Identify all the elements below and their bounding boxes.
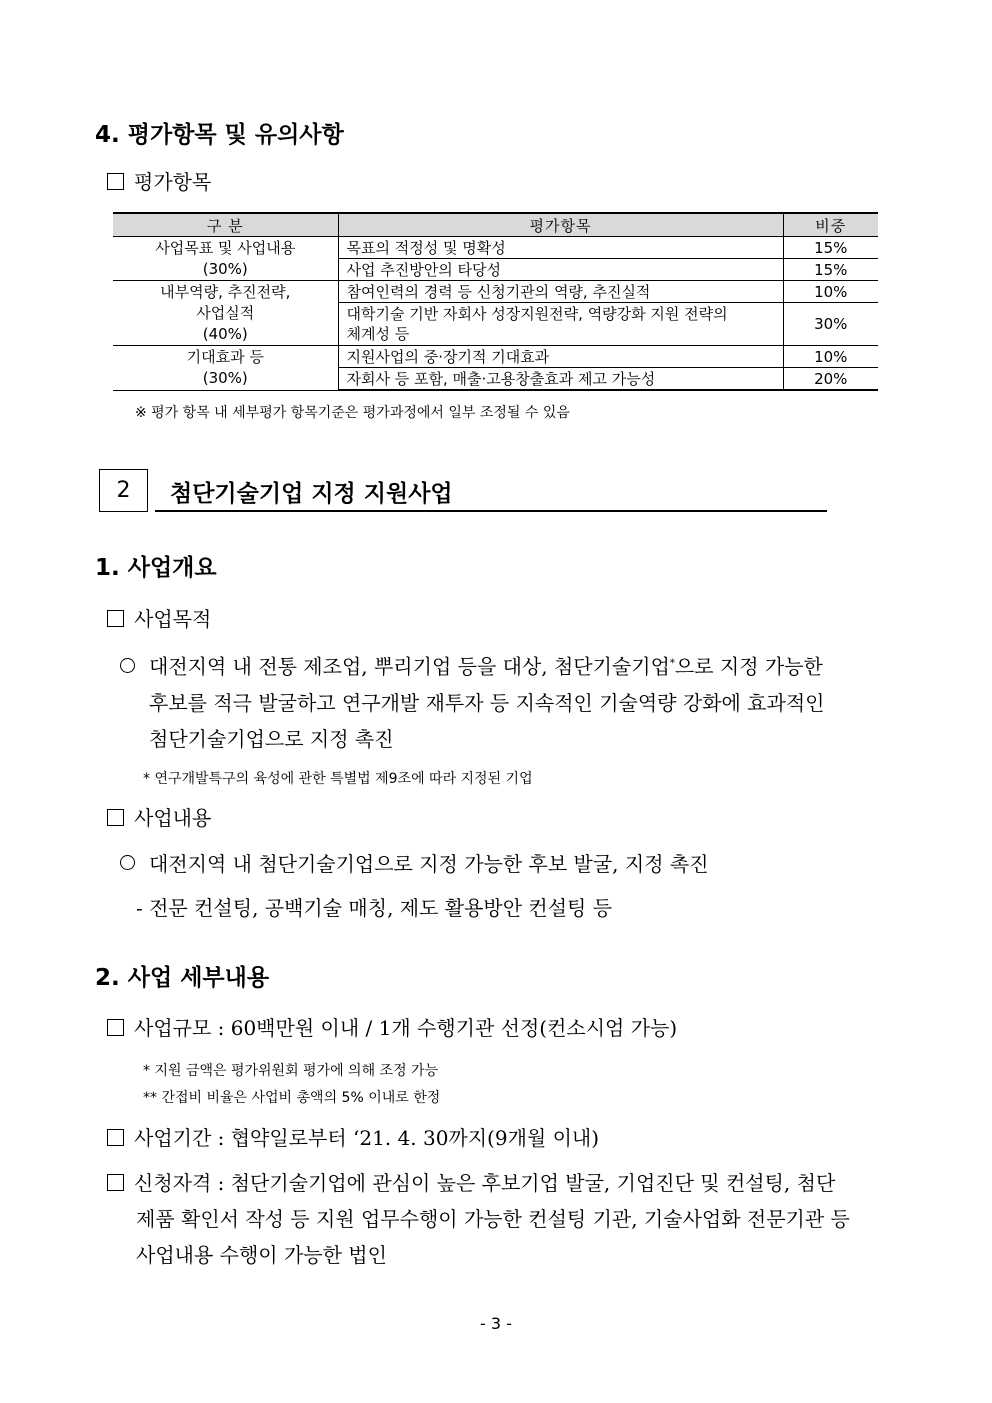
evaluation-table — [113, 212, 878, 391]
content-subitem: - 전문 컨설팅, 공백기술 매칭, 제도 활용방안 컨설팅 등 — [136, 896, 613, 920]
scale-note: ** 간접비 비율은 사업비 총액의 5% 이내로 한정 — [143, 1090, 441, 1106]
table-header-row — [113, 213, 878, 237]
paragraph-line: 으로 지정 가능한 — [674, 654, 823, 679]
item-cell: 참여인력의 경력 등 신청기관의 역량, 추진실적 — [338, 281, 783, 303]
circle-bullet-icon — [120, 855, 135, 870]
category-text: 사업목표 및 사업내용 — [155, 238, 296, 257]
paragraph-line: 신청자격 : 첨단기술기업에 관심이 높은 후보기업 발굴, 기업진단 및 컨설팅, 첨단 — [134, 1171, 836, 1195]
category-text: 기대효과 등 — [186, 347, 264, 366]
content-item — [120, 846, 709, 882]
category-percent: (30%) — [202, 259, 248, 278]
square-bullet-icon — [107, 1174, 124, 1191]
item-cell: 목표의 적정성 및 명확성 — [338, 237, 783, 259]
label-text: 사업기간 : 협약일로부터 ‘21. 4. 30까지(9개월 이내) — [134, 1126, 600, 1150]
eligibility-paragraph — [107, 1165, 850, 1273]
square-bullet-icon — [107, 610, 124, 627]
weight-cell: 30% — [783, 303, 878, 346]
circle-bullet-icon — [120, 658, 135, 673]
checkbox-label-scale — [107, 1010, 677, 1046]
category-text: 내부역량, 추진전략, — [160, 282, 291, 301]
purpose-paragraph — [120, 646, 824, 757]
checkbox-label-purpose — [107, 601, 211, 637]
square-bullet-icon — [107, 1129, 124, 1146]
label-text: 평가항목 — [134, 170, 212, 194]
item-cell: 지원사업의 중·장기적 기대효과 — [338, 346, 783, 368]
category-cell — [113, 346, 338, 391]
header-item: 평가항목 — [338, 213, 783, 237]
weight-cell: 15% — [783, 259, 878, 281]
scale-note: * 지원 금액은 평가위원회 평가에 의해 조정 가능 — [143, 1063, 439, 1079]
checkbox-label-period — [107, 1120, 599, 1156]
table-row — [113, 237, 878, 259]
item-cell: 대학기술 기반 자회사 성장지원전략, 역량강화 지원 전략의 체계성 등 — [338, 303, 783, 346]
item-cell: 자회사 등 포함, 매출·고용창출효과 제고 가능성 — [338, 368, 783, 391]
table-note: ※ 평가 항목 내 세부평가 항목기준은 평가과정에서 일부 조정될 수 있음 — [135, 405, 570, 421]
subsection-heading-details: 2. 사업 세부내용 — [95, 965, 270, 991]
section-underline — [155, 510, 827, 512]
purpose-footnote: * 연구개발특구의 육성에 관한 특별법 제9조에 따라 지정된 기업 — [143, 771, 533, 787]
category-percent: (40%) — [202, 324, 248, 343]
paragraph-line: 후보를 적극 발굴하고 연구개발 재투자 등 지속적인 기술역량 강화에 효과적인 — [149, 690, 825, 715]
square-bullet-icon — [107, 173, 124, 190]
section-title: 첨단기술기업 지정 지원사업 — [170, 481, 453, 507]
header-category: 구 분 — [113, 213, 338, 237]
weight-cell: 15% — [783, 237, 878, 259]
square-bullet-icon — [107, 1019, 124, 1036]
category-cell — [113, 281, 338, 346]
label-text: 사업목적 — [134, 607, 212, 631]
category-percent: (30%) — [202, 368, 248, 387]
checkbox-label-content — [107, 800, 211, 836]
paragraph-line: 첨단기술기업으로 지정 촉진 — [149, 726, 394, 751]
subsection-heading-overview: 1. 사업개요 — [95, 555, 217, 581]
label-text: 사업내용 — [134, 806, 212, 830]
weight-cell: 10% — [783, 346, 878, 368]
table-row — [113, 281, 878, 303]
weight-cell: 10% — [783, 281, 878, 303]
weight-cell: 20% — [783, 368, 878, 391]
section-heading: 4. 평가항목 및 유의사항 — [95, 122, 344, 148]
header-weight: 비중 — [783, 213, 878, 237]
category-cell — [113, 237, 338, 281]
table-row — [113, 346, 878, 368]
label-text: 사업규모 : 60백만원 이내 / 1개 수행기관 선정(컨소시엄 가능) — [134, 1016, 678, 1040]
section-number-box: 2 — [99, 469, 148, 512]
paragraph-line: 제품 확인서 작성 등 지원 업무수행이 가능한 컨설팅 기관, 기술사업화 전문기관 등 — [136, 1207, 850, 1231]
paragraph-line: 대전지역 내 첨단기술기업으로 지정 가능한 후보 발굴, 지정 촉진 — [149, 852, 709, 876]
checkbox-label-eval-items — [107, 166, 211, 195]
footnote-mark: * — [669, 658, 675, 669]
category-text: 사업실적 — [196, 303, 255, 322]
paragraph-line: 사업내용 수행이 가능한 법인 — [136, 1243, 387, 1267]
page-number: - 3 - — [480, 1314, 512, 1333]
paragraph-line: 대전지역 내 전통 제조업, 뿌리기업 등을 대상, 첨단기술기업 — [149, 654, 670, 679]
item-cell: 사업 추진방안의 타당성 — [338, 259, 783, 281]
square-bullet-icon — [107, 809, 124, 826]
